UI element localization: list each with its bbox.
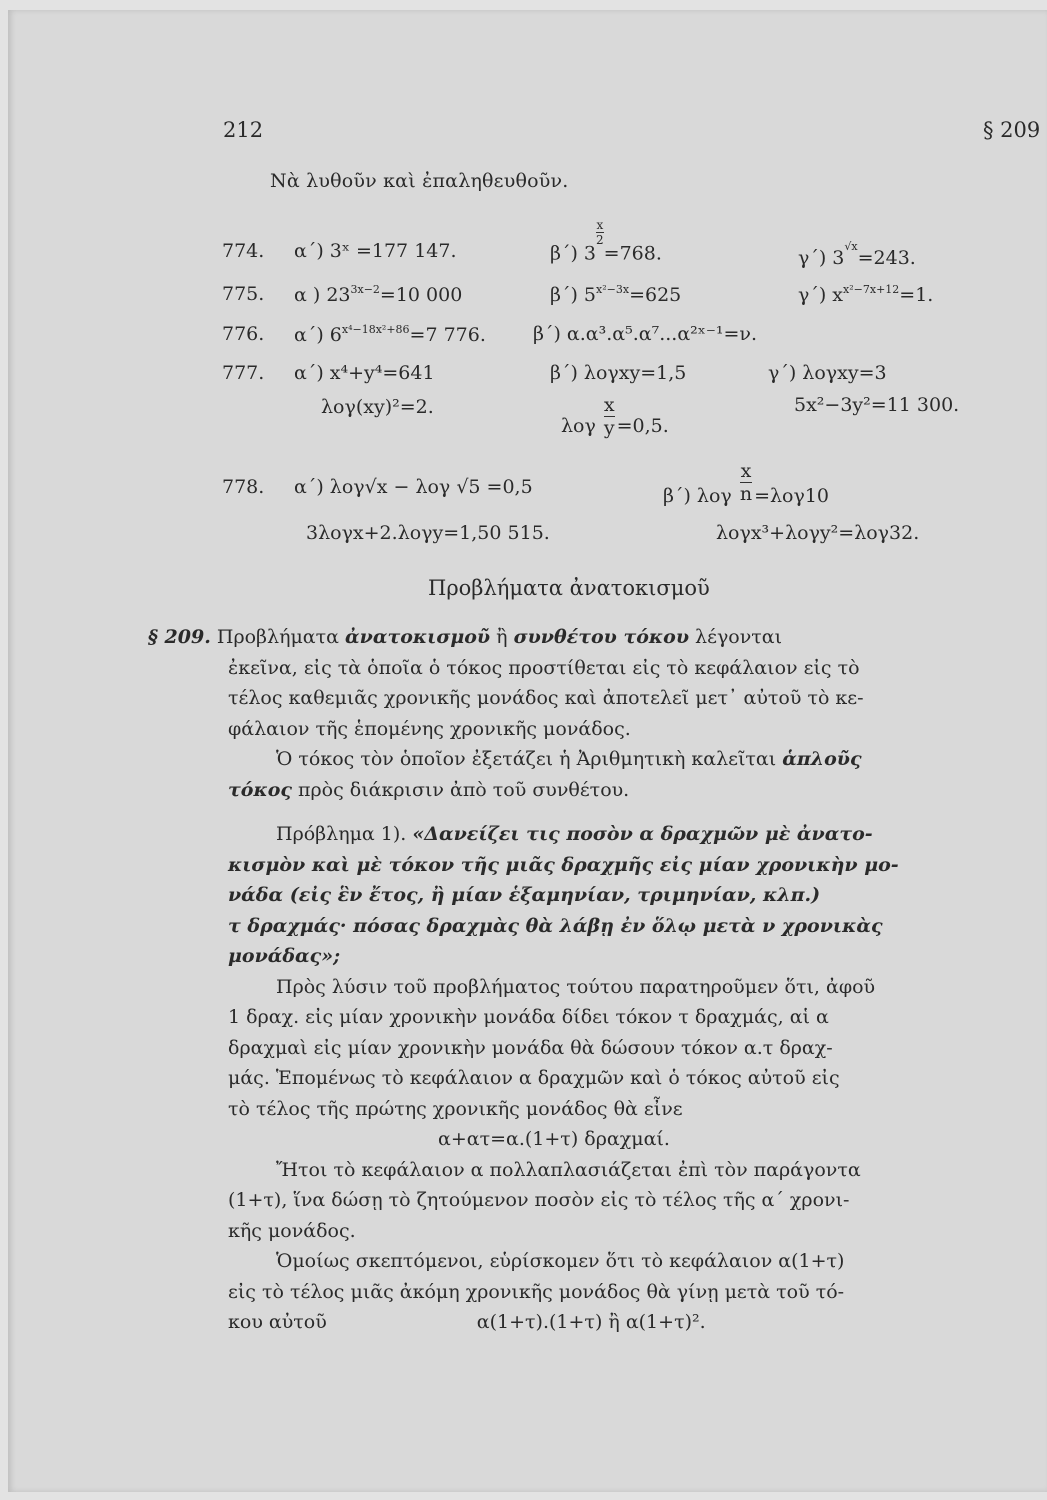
exercise-775-b: β΄) $5^{x^2-3x}=625$ (550, 283, 682, 306)
p3-line-4: τ δραχμάς· πόσας δραχμὰς θὰ λάβῃ ἐν ὅλῳ μετὰ ν χρονικὰς (228, 914, 883, 937)
exercise-instructions: Νὰ λυθοῦν καὶ ἐπαληθευθοῦν. (270, 170, 569, 192)
p4-line-5: τὸ τέλος τῆς πρώτης χρονικῆς μονάδος θὰ εἶνε (228, 1097, 683, 1120)
formula-1: α+ατ=α.(1+τ) δραχμαί. (438, 1128, 670, 1150)
p6-line-1: Ὁμοίως σκεπτόμενοι, εὑρίσκομεν ὅτι τὸ κεφάλαιον α(1+τ) (276, 1250, 845, 1272)
p1-line-3: τέλος καθεμιᾶς χρονικῆς μονάδος καὶ ἀποτελεῖ μετ᾿ αὐτοῦ τὸ κε- (228, 687, 864, 709)
p1-line-2: ἐκεῖνα, εἰς τὰ ὁποῖα ὁ τόκος προστίθεται εἰς τὸ κεφάλαιον εἰς τὸ (228, 656, 860, 679)
exercise-775-c: γ΄) $x^{x^2-7x+12}=1$. (798, 283, 934, 306)
exercise-777-b1: β΄) λογxy=1,5 (550, 362, 687, 384)
exercise-778-b2: λογx³+λογy²=λογ32. (716, 522, 920, 544)
p1-line-4: φάλαιον τῆς ἑπομένης χρονικῆς μονάδος. (228, 717, 631, 740)
section-label: § 209. (148, 626, 211, 648)
book-page (8, 10, 1047, 1492)
p2-line-2: τόκος πρὸς διάκρισιν ἀπὸ τοῦ συνθέτου. (228, 778, 630, 801)
exercise-777-a2: λογ(xy)²=2. (321, 396, 434, 418)
p5-line-1: Ἤτοι τὸ κεφάλαιον α πολλαπλασιάζεται ἐπὶ τὸν παράγοντα (276, 1158, 861, 1181)
exercise-777-b2: λογ $\frac{x}{y}$ =0,5. (561, 394, 669, 439)
exercise-774-b: β΄) 3 $\frac{x}{2}$ =768. (550, 218, 662, 265)
section-209-body (148, 622, 1043, 1338)
p3-line-5: μονάδας»; (228, 945, 341, 967)
section-reference: § 209 (983, 118, 1041, 142)
p2-line-1: Ὁ τόκος τὸν ὁποῖον ἐξετάζει ἡ Ἀριθμητικὴ καλεῖται ἁπλοῦς (276, 748, 862, 770)
exercise-776-number: 776. (222, 323, 265, 345)
exercise-778-a1: α΄) λογ√x − λογ √5 =0,5 (294, 476, 533, 498)
p4-line-3: δραχμαὶ εἰς μίαν χρονικὴν μονάδα θὰ δώσουν τόκον α.τ δραχ- (228, 1036, 833, 1059)
section-title: Προβλήματα ἀνατοκισμοῦ (428, 576, 710, 600)
p6-line-3: κου αὐτοῦ α(1+τ).(1+τ) ἢ α(1+τ)². (228, 1311, 706, 1333)
exercise-776-a: α΄) $6^{x^4-18x^2+86}=7$ 776. (294, 323, 486, 346)
exercise-775-number: 775. (222, 283, 265, 305)
exercise-778-a2: 3λογx+2.λογy=1,50 515. (306, 522, 550, 544)
p4-line-1: Πρὸς λύσιν τοῦ προβλήματος τούτου παρατηροῦμεν ὅτι, ἀφοῦ (276, 975, 876, 998)
exercise-778-number: 778. (222, 476, 265, 498)
exercise-774-a: α΄) 3ˣ =177 147. (294, 240, 457, 262)
exercise-774-c: γ΄) $3^{√x}=243$. (798, 240, 916, 269)
exercise-777-c1: γ΄) λογxy=3 (768, 362, 887, 384)
p3-line-2: κισμὸν καὶ μὲ τόκον τῆς μιᾶς δραχμῆς εἰς μίαν χρονικὴν μο- (228, 853, 899, 876)
p5-line-2: (1+τ), ἵνα δώσῃ τὸ ζητούμενον ποσὸν εἰς τὸ τέλος τῆς α΄ χρονι- (228, 1189, 850, 1211)
exercise-777-c2: 5x²−3y²=11 300. (794, 394, 960, 416)
p3-line-1: Πρόβλημα 1). «Δανείζει τις ποσὸν α δραχμῶν μὲ ἀνατο- (276, 823, 873, 845)
exercise-775-a: α ) $23^{3x-2}=10$ 000 (294, 283, 463, 306)
p6-line-2: εἰς τὸ τέλος μιᾶς ἀκόμη χρονικῆς μονάδος θὰ γίνῃ μετὰ τοῦ τό- (228, 1280, 845, 1303)
exercise-778-b1: β΄) λογ $\frac{x}{n}$ =λογ10 (663, 460, 830, 507)
p4-line-4: μάς. Ἑπομένως τὸ κεφάλαιον α δραχμῶν καὶ ὁ τόκος αὐτοῦ εἰς (228, 1067, 840, 1089)
p4-line-2: 1 δραχ. εἰς μίαν χρονικὴν μονάδα δίδει τόκον τ δραχμάς, αἱ α (228, 1006, 829, 1028)
exercise-777-number: 777. (222, 362, 265, 384)
p5-line-3: κῆς μονάδος. (228, 1219, 356, 1242)
exercise-774-number: 774. (222, 240, 265, 262)
exercise-777-a1: α΄) x⁴+y⁴=641 (294, 362, 435, 384)
page-number: 212 (223, 118, 264, 142)
p3-line-3: νάδα (εἰς ἓν ἔτος, ἢ μίαν ἑξαμηνίαν, τριμηνίαν, κλπ.) (228, 884, 821, 906)
p1-line-1: § 209. Προβλήματα ἀνατοκισμοῦ ἢ συνθέτου τόκου λέγονται (148, 626, 783, 648)
exercise-776-b: β΄) α.α³.α⁵.α⁷...α²ˣ⁻¹=ν. (533, 323, 758, 345)
